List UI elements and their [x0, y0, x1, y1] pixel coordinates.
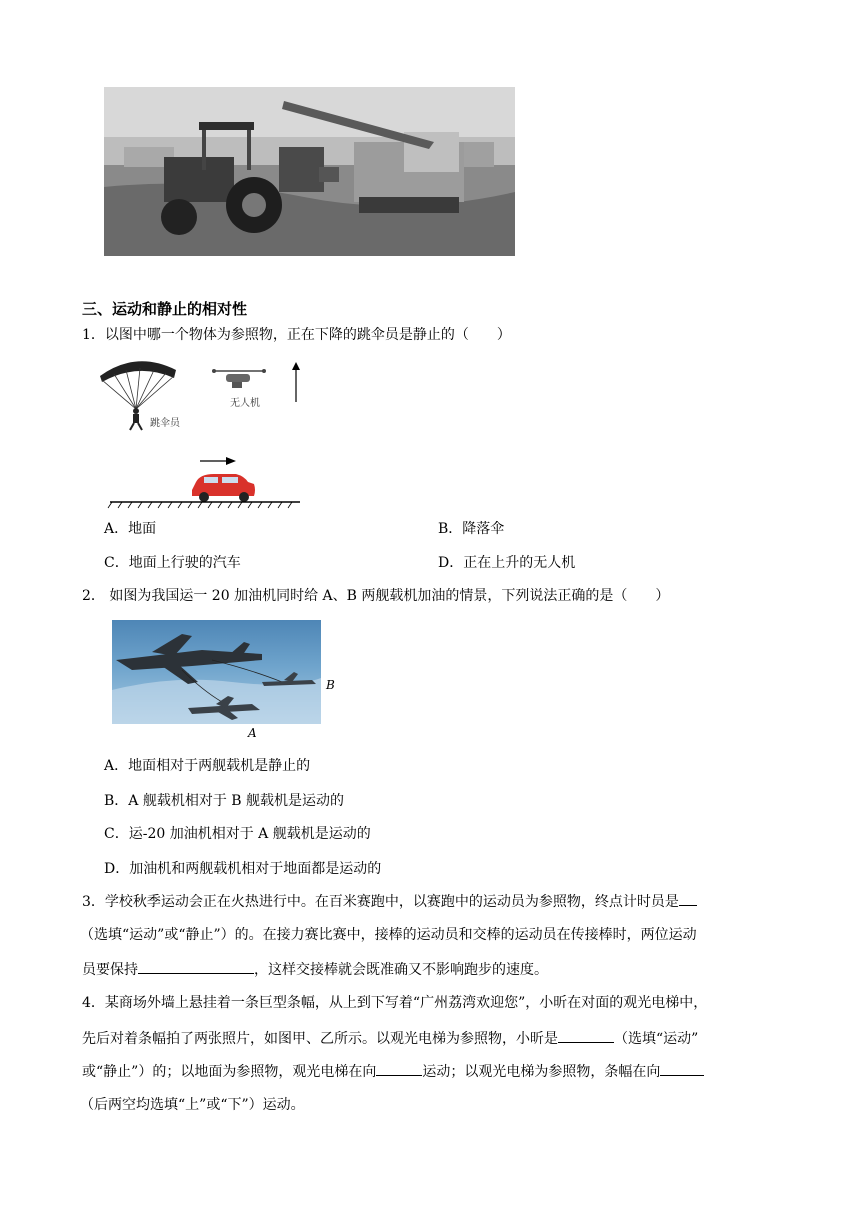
q2-option-d[interactable]: D．加油机和两舰载机相对于地面都是运动的 — [104, 861, 382, 877]
q4-blank-1[interactable] — [558, 1027, 614, 1043]
q4-blank-2[interactable] — [376, 1060, 422, 1076]
q4-line-3a: 或“静止”）的；以地面为参照物，观光电梯在向 — [82, 1064, 377, 1080]
refueling-aircraft-photo — [112, 620, 321, 724]
parachute-canopy — [100, 361, 176, 382]
section-title: 三、运动和静止的相对性 — [82, 300, 248, 318]
q1-option-c[interactable]: C．地面上行驶的汽车 — [104, 555, 241, 571]
question-1-figure — [96, 354, 306, 514]
ground — [108, 502, 300, 508]
question-4-line-2 — [82, 1027, 698, 1050]
parachutist-label: 跳伞员 — [150, 418, 180, 429]
aircraft-a-label: A — [248, 726, 257, 740]
tractor-harvester-illustration — [104, 87, 515, 256]
q2-option-c[interactable]: C．运-20 加油机相对于 A 舰载机是运动的 — [104, 826, 371, 842]
question-3-line-1 — [82, 890, 697, 913]
question-3-line-3 — [82, 958, 548, 981]
aircraft-b-label: B — [326, 678, 335, 692]
question-1-stem: 1．以图中哪一个物体为参照物，正在下降的跳伞员是静止的（ ） — [82, 327, 511, 343]
q1-option-a[interactable]: A．地面 — [104, 521, 157, 537]
question-4-line-1: 4．某商场外墙上悬挂着一条巨型条幅，从上到下写着“广州荔湾欢迎您”，小昕在对面的观光电梯中， — [82, 995, 708, 1011]
question-4-line-3 — [82, 1060, 704, 1083]
q3-line-3b: ，这样交接棒就会既准确又不影响跑步的速度。 — [254, 962, 548, 978]
q1-option-b[interactable]: B．降落伞 — [438, 521, 505, 537]
right-arrow-icon — [200, 457, 236, 465]
drone-label: 无人机 — [230, 398, 260, 409]
drone — [212, 369, 266, 388]
parachutist — [130, 408, 142, 430]
q4-blank-3[interactable] — [660, 1060, 704, 1076]
car — [192, 474, 255, 502]
q4-line-3b: 运动；以观光电梯为参照物，条幅在向 — [422, 1064, 661, 1080]
tractor-harvester-photo — [104, 87, 515, 256]
question-2-stem: 2． 如图为我国运一 20 加油机同时给 A、B 两舰载机加油的情景，下列说法正确的是（ ） — [82, 588, 670, 604]
question-4-line-4: （后两空均选填“上”或“下”）运动。 — [80, 1097, 305, 1113]
q4-line-2a: 先后对着条幅拍了两张照片，如图甲、乙所示。以观光电梯为参照物，小昕是 — [82, 1031, 558, 1047]
refueling-aircraft-illustration — [112, 620, 321, 724]
q3-blank-2[interactable] — [138, 958, 254, 974]
q2-option-b[interactable]: B．A 舰载机相对于 B 舰载机是运动的 — [104, 793, 345, 809]
up-arrow-icon — [292, 362, 300, 402]
q3-line-1-text: 3．学校秋季运动会正在火热进行中。在百米赛跑中，以赛跑中的运动员为参照物，终点计时员是 — [82, 894, 679, 910]
q4-line-2b: （选填“运动” — [614, 1031, 699, 1047]
parachute-drone-car-diagram — [96, 354, 306, 514]
q2-option-a[interactable]: A．地面相对于两舰载机是静止的 — [104, 758, 311, 774]
question-3-line-2: （选填“运动”或“静止”）的。在接力赛比赛中，接棒的运动员和交棒的运动员在传接棒时，两位运动 — [80, 927, 697, 943]
q3-blank-1[interactable] — [679, 890, 697, 906]
q3-line-3a: 员要保持 — [82, 962, 138, 978]
q1-option-d[interactable]: D．正在上升的无人机 — [438, 555, 576, 571]
